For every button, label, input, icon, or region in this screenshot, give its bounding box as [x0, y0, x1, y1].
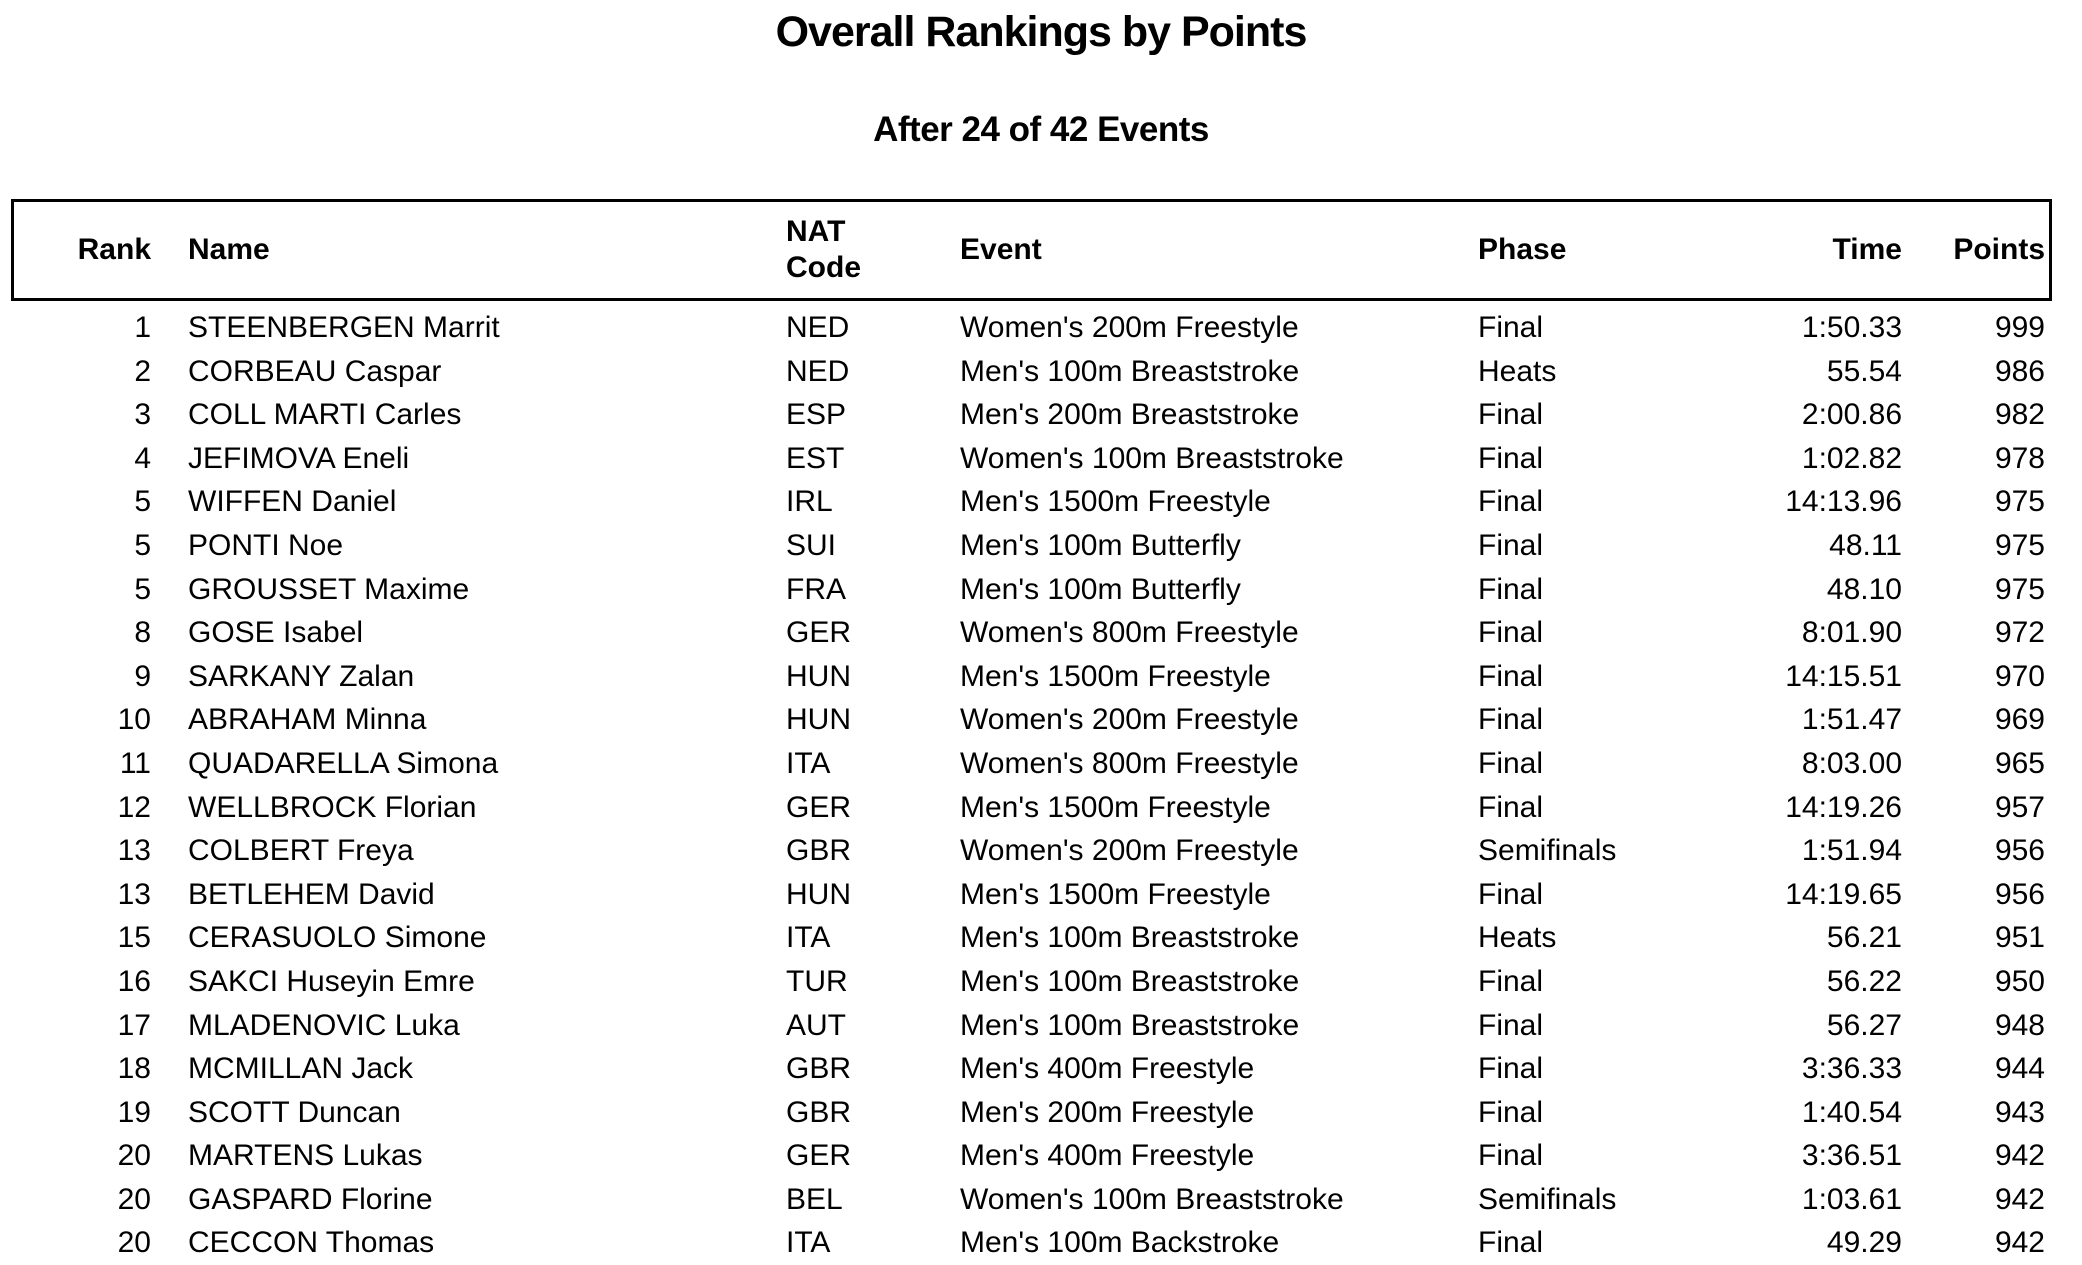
name-cell: PONTI Noe	[188, 528, 344, 562]
time-cell: 56.21	[1826, 921, 1902, 955]
phase-cell: Final	[1478, 528, 1544, 562]
column-header-points: Points	[1953, 233, 2045, 266]
points-cell: 975	[1994, 528, 2045, 562]
column-header-name: Name	[188, 233, 270, 266]
time-cell: 1:51.47	[1801, 703, 1902, 737]
rank-cell: 11	[119, 746, 151, 780]
name-cell: JEFIMOVA Eneli	[188, 441, 410, 475]
event-cell: Men's 100m Backstroke	[960, 1226, 1280, 1260]
rank-cell: 5	[134, 572, 151, 606]
rank-cell: 20	[117, 1139, 151, 1173]
rank-cell: 3	[134, 398, 151, 432]
nat-code-cell: EST	[786, 441, 845, 475]
time-cell: 55.54	[1826, 354, 1902, 388]
nat-code-cell: AUT	[786, 1008, 846, 1042]
rank-cell: 13	[117, 877, 151, 911]
rank-cell: 20	[117, 1182, 151, 1216]
rank-cell: 5	[134, 485, 151, 519]
phase-cell: Final	[1478, 964, 1544, 998]
nat-code-cell: HUN	[786, 703, 851, 737]
nat-code-cell: HUN	[786, 877, 851, 911]
points-cell: 948	[1994, 1008, 2045, 1042]
column-header-nat-line1: NAT	[786, 215, 846, 248]
points-cell: 978	[1994, 441, 2045, 475]
column-header-rank: Rank	[77, 233, 151, 266]
nat-code-cell: ITA	[786, 1226, 831, 1260]
phase-cell: Final	[1478, 1008, 1544, 1042]
table-row	[11, 742, 2052, 786]
column-header-time: Time	[1832, 233, 1902, 266]
points-cell: 999	[1994, 311, 2045, 344]
phase-cell: Final	[1478, 398, 1544, 432]
time-cell: 14:19.65	[1785, 877, 1902, 911]
time-cell: 8:01.90	[1801, 616, 1902, 650]
time-cell: 48.10	[1826, 572, 1902, 606]
name-cell: SARKANY Zalan	[188, 659, 415, 693]
event-cell: Women's 800m Freestyle	[960, 746, 1299, 780]
time-cell: 1:03.61	[1801, 1182, 1902, 1216]
table-row	[11, 393, 2052, 437]
name-cell: STEENBERGEN Marrit	[188, 311, 500, 344]
time-cell: 56.22	[1826, 964, 1902, 998]
points-cell: 972	[1994, 616, 2045, 650]
table-row	[11, 829, 2052, 873]
points-cell: 951	[1994, 921, 2045, 955]
event-cell: Men's 400m Freestyle	[960, 1139, 1255, 1173]
event-cell: Men's 200m Breaststroke	[960, 398, 1300, 432]
event-cell: Men's 400m Freestyle	[960, 1052, 1255, 1086]
event-cell: Men's 100m Breaststroke	[960, 964, 1300, 998]
nat-code-cell: IRL	[786, 485, 833, 519]
time-cell: 48.11	[1829, 528, 1902, 562]
time-cell: 8:03.00	[1801, 746, 1902, 780]
points-cell: 986	[1994, 354, 2045, 388]
phase-cell: Final	[1478, 877, 1544, 911]
nat-code-cell: ESP	[786, 398, 847, 432]
table-row	[11, 350, 2052, 394]
event-cell: Women's 800m Freestyle	[960, 616, 1299, 650]
name-cell: MLADENOVIC Luka	[188, 1008, 460, 1042]
column-header-nat-code	[786, 214, 960, 286]
rank-cell: 20	[117, 1226, 151, 1260]
rank-cell: 1	[134, 311, 151, 344]
phase-cell: Semifinals	[1478, 834, 1617, 868]
table-row	[11, 611, 2052, 655]
name-cell: CERASUOLO Simone	[188, 921, 487, 955]
time-cell: 49.29	[1826, 1226, 1902, 1260]
phase-cell: Final	[1478, 659, 1544, 693]
name-cell: CORBEAU Caspar	[188, 354, 442, 388]
nat-code-cell: GBR	[786, 1052, 852, 1086]
rank-cell: 2	[134, 354, 151, 388]
nat-code-cell: ITA	[786, 921, 831, 955]
points-cell: 942	[1994, 1139, 2045, 1173]
name-cell: QUADARELLA Simona	[188, 746, 499, 780]
points-cell: 970	[1994, 659, 2045, 693]
time-cell: 2:00.86	[1801, 398, 1902, 432]
event-cell: Men's 1500m Freestyle	[960, 877, 1271, 911]
event-cell: Men's 100m Butterfly	[960, 572, 1241, 606]
column-header-nat-line2: Code	[786, 251, 861, 284]
event-cell: Women's 200m Freestyle	[960, 834, 1299, 868]
event-cell: Women's 200m Freestyle	[960, 311, 1299, 344]
points-cell: 975	[1994, 485, 2045, 519]
nat-code-cell: GBR	[786, 834, 852, 868]
phase-cell: Final	[1478, 311, 1544, 344]
nat-code-cell: BEL	[786, 1182, 843, 1216]
phase-cell: Final	[1478, 441, 1544, 475]
table-row	[11, 698, 2052, 742]
name-cell: WELLBROCK Florian	[188, 790, 477, 824]
rank-cell: 17	[117, 1008, 151, 1042]
points-cell: 943	[1994, 1095, 2045, 1129]
name-cell: ABRAHAM Minna	[188, 703, 427, 737]
time-cell: 14:15.51	[1785, 659, 1902, 693]
page-title: Overall Rankings by Points	[775, 8, 1307, 56]
table-row	[11, 786, 2052, 830]
time-cell: 1:51.94	[1801, 834, 1902, 868]
time-cell: 14:19.26	[1785, 790, 1902, 824]
rank-cell: 5	[134, 528, 151, 562]
nat-code-cell: ITA	[786, 746, 831, 780]
event-cell: Women's 200m Freestyle	[960, 703, 1299, 737]
rank-cell: 8	[134, 616, 151, 650]
table-row	[11, 960, 2052, 1004]
name-cell: CECCON Thomas	[188, 1226, 435, 1260]
phase-cell: Final	[1478, 1052, 1544, 1086]
table-header-row	[11, 199, 2052, 301]
table-row	[11, 873, 2052, 917]
rank-cell: 9	[134, 659, 151, 693]
phase-cell: Final	[1478, 746, 1544, 780]
table-body	[11, 306, 2052, 1265]
points-cell: 965	[1994, 746, 2045, 780]
nat-code-cell: HUN	[786, 659, 851, 693]
event-cell: Men's 1500m Freestyle	[960, 659, 1271, 693]
name-cell: COLBERT Freya	[188, 834, 414, 868]
table-row	[11, 1004, 2052, 1048]
event-cell: Men's 100m Breaststroke	[960, 921, 1300, 955]
nat-code-cell: GER	[786, 790, 852, 824]
rank-cell: 19	[117, 1095, 151, 1129]
event-cell: Men's 200m Freestyle	[960, 1095, 1255, 1129]
table-row	[11, 1134, 2052, 1178]
points-cell: 969	[1994, 703, 2045, 737]
table-row	[11, 1047, 2052, 1091]
nat-code-cell: FRA	[786, 572, 846, 606]
name-cell: BETLEHEM David	[188, 877, 435, 911]
time-cell: 1:02.82	[1801, 441, 1902, 475]
table-row	[11, 1178, 2052, 1222]
points-cell: 975	[1994, 572, 2045, 606]
phase-cell: Final	[1478, 1139, 1544, 1173]
table-row	[11, 480, 2052, 524]
time-cell: 3:36.51	[1801, 1139, 1902, 1173]
event-cell: Women's 100m Breaststroke	[960, 1182, 1344, 1216]
table-row	[11, 306, 2052, 350]
event-cell: Men's 100m Breaststroke	[960, 1008, 1300, 1042]
event-cell: Men's 1500m Freestyle	[960, 485, 1271, 519]
points-cell: 942	[1994, 1226, 2045, 1260]
rank-cell: 13	[117, 834, 151, 868]
event-cell: Men's 1500m Freestyle	[960, 790, 1271, 824]
phase-cell: Final	[1478, 790, 1544, 824]
nat-code-cell: NED	[786, 311, 850, 344]
name-cell: SCOTT Duncan	[188, 1095, 401, 1129]
name-cell: MCMILLAN Jack	[188, 1052, 414, 1086]
table-row	[11, 524, 2052, 568]
event-cell: Men's 100m Butterfly	[960, 528, 1241, 562]
nat-code-cell: NED	[786, 354, 850, 388]
points-cell: 950	[1994, 964, 2045, 998]
name-cell: SAKCI Huseyin Emre	[188, 964, 475, 998]
column-header-phase: Phase	[1478, 233, 1567, 266]
nat-code-cell: SUI	[786, 528, 837, 562]
event-cell: Men's 100m Breaststroke	[960, 354, 1300, 388]
rank-cell: 10	[117, 703, 151, 737]
name-cell: WIFFEN Daniel	[188, 485, 397, 519]
phase-cell: Final	[1478, 703, 1544, 737]
column-header-event: Event	[960, 233, 1042, 266]
name-cell: GOSE Isabel	[188, 616, 364, 650]
table-row	[11, 655, 2052, 699]
rank-cell: 12	[117, 790, 151, 824]
time-cell: 1:50.33	[1801, 311, 1902, 344]
points-cell: 944	[1994, 1052, 2045, 1086]
time-cell: 1:40.54	[1801, 1095, 1902, 1129]
phase-cell: Heats	[1478, 921, 1557, 955]
name-cell: GASPARD Florine	[188, 1182, 433, 1216]
phase-cell: Final	[1478, 572, 1544, 606]
name-cell: GROUSSET Maxime	[188, 572, 470, 606]
points-cell: 982	[1994, 398, 2045, 432]
time-cell: 14:13.96	[1785, 485, 1902, 519]
points-cell: 956	[1994, 877, 2045, 911]
time-cell: 3:36.33	[1801, 1052, 1902, 1086]
rank-cell: 15	[117, 921, 151, 955]
nat-code-cell: TUR	[786, 964, 848, 998]
rank-cell: 18	[117, 1052, 151, 1086]
table-row	[11, 916, 2052, 960]
phase-cell: Final	[1478, 485, 1544, 519]
nat-code-cell: GER	[786, 616, 852, 650]
name-cell: MARTENS Lukas	[188, 1139, 423, 1173]
points-cell: 957	[1994, 790, 2045, 824]
phase-cell: Final	[1478, 1095, 1544, 1129]
rank-cell: 16	[117, 964, 151, 998]
page-subtitle: After 24 of 42 Events	[873, 110, 1209, 149]
phase-cell: Final	[1478, 1226, 1544, 1260]
table-row	[11, 568, 2052, 612]
table-row	[11, 1221, 2052, 1265]
nat-code-cell: GER	[786, 1139, 852, 1173]
phase-cell: Semifinals	[1478, 1182, 1617, 1216]
phase-cell: Final	[1478, 616, 1544, 650]
phase-cell: Heats	[1478, 354, 1557, 388]
points-cell: 942	[1994, 1182, 2045, 1216]
name-cell: COLL MARTI Carles	[188, 398, 462, 432]
event-cell: Women's 100m Breaststroke	[960, 441, 1344, 475]
points-cell: 956	[1994, 834, 2045, 868]
time-cell: 56.27	[1826, 1008, 1902, 1042]
table-row	[11, 1091, 2052, 1135]
rank-cell: 4	[134, 441, 151, 475]
nat-code-cell: GBR	[786, 1095, 852, 1129]
table-row	[11, 437, 2052, 481]
